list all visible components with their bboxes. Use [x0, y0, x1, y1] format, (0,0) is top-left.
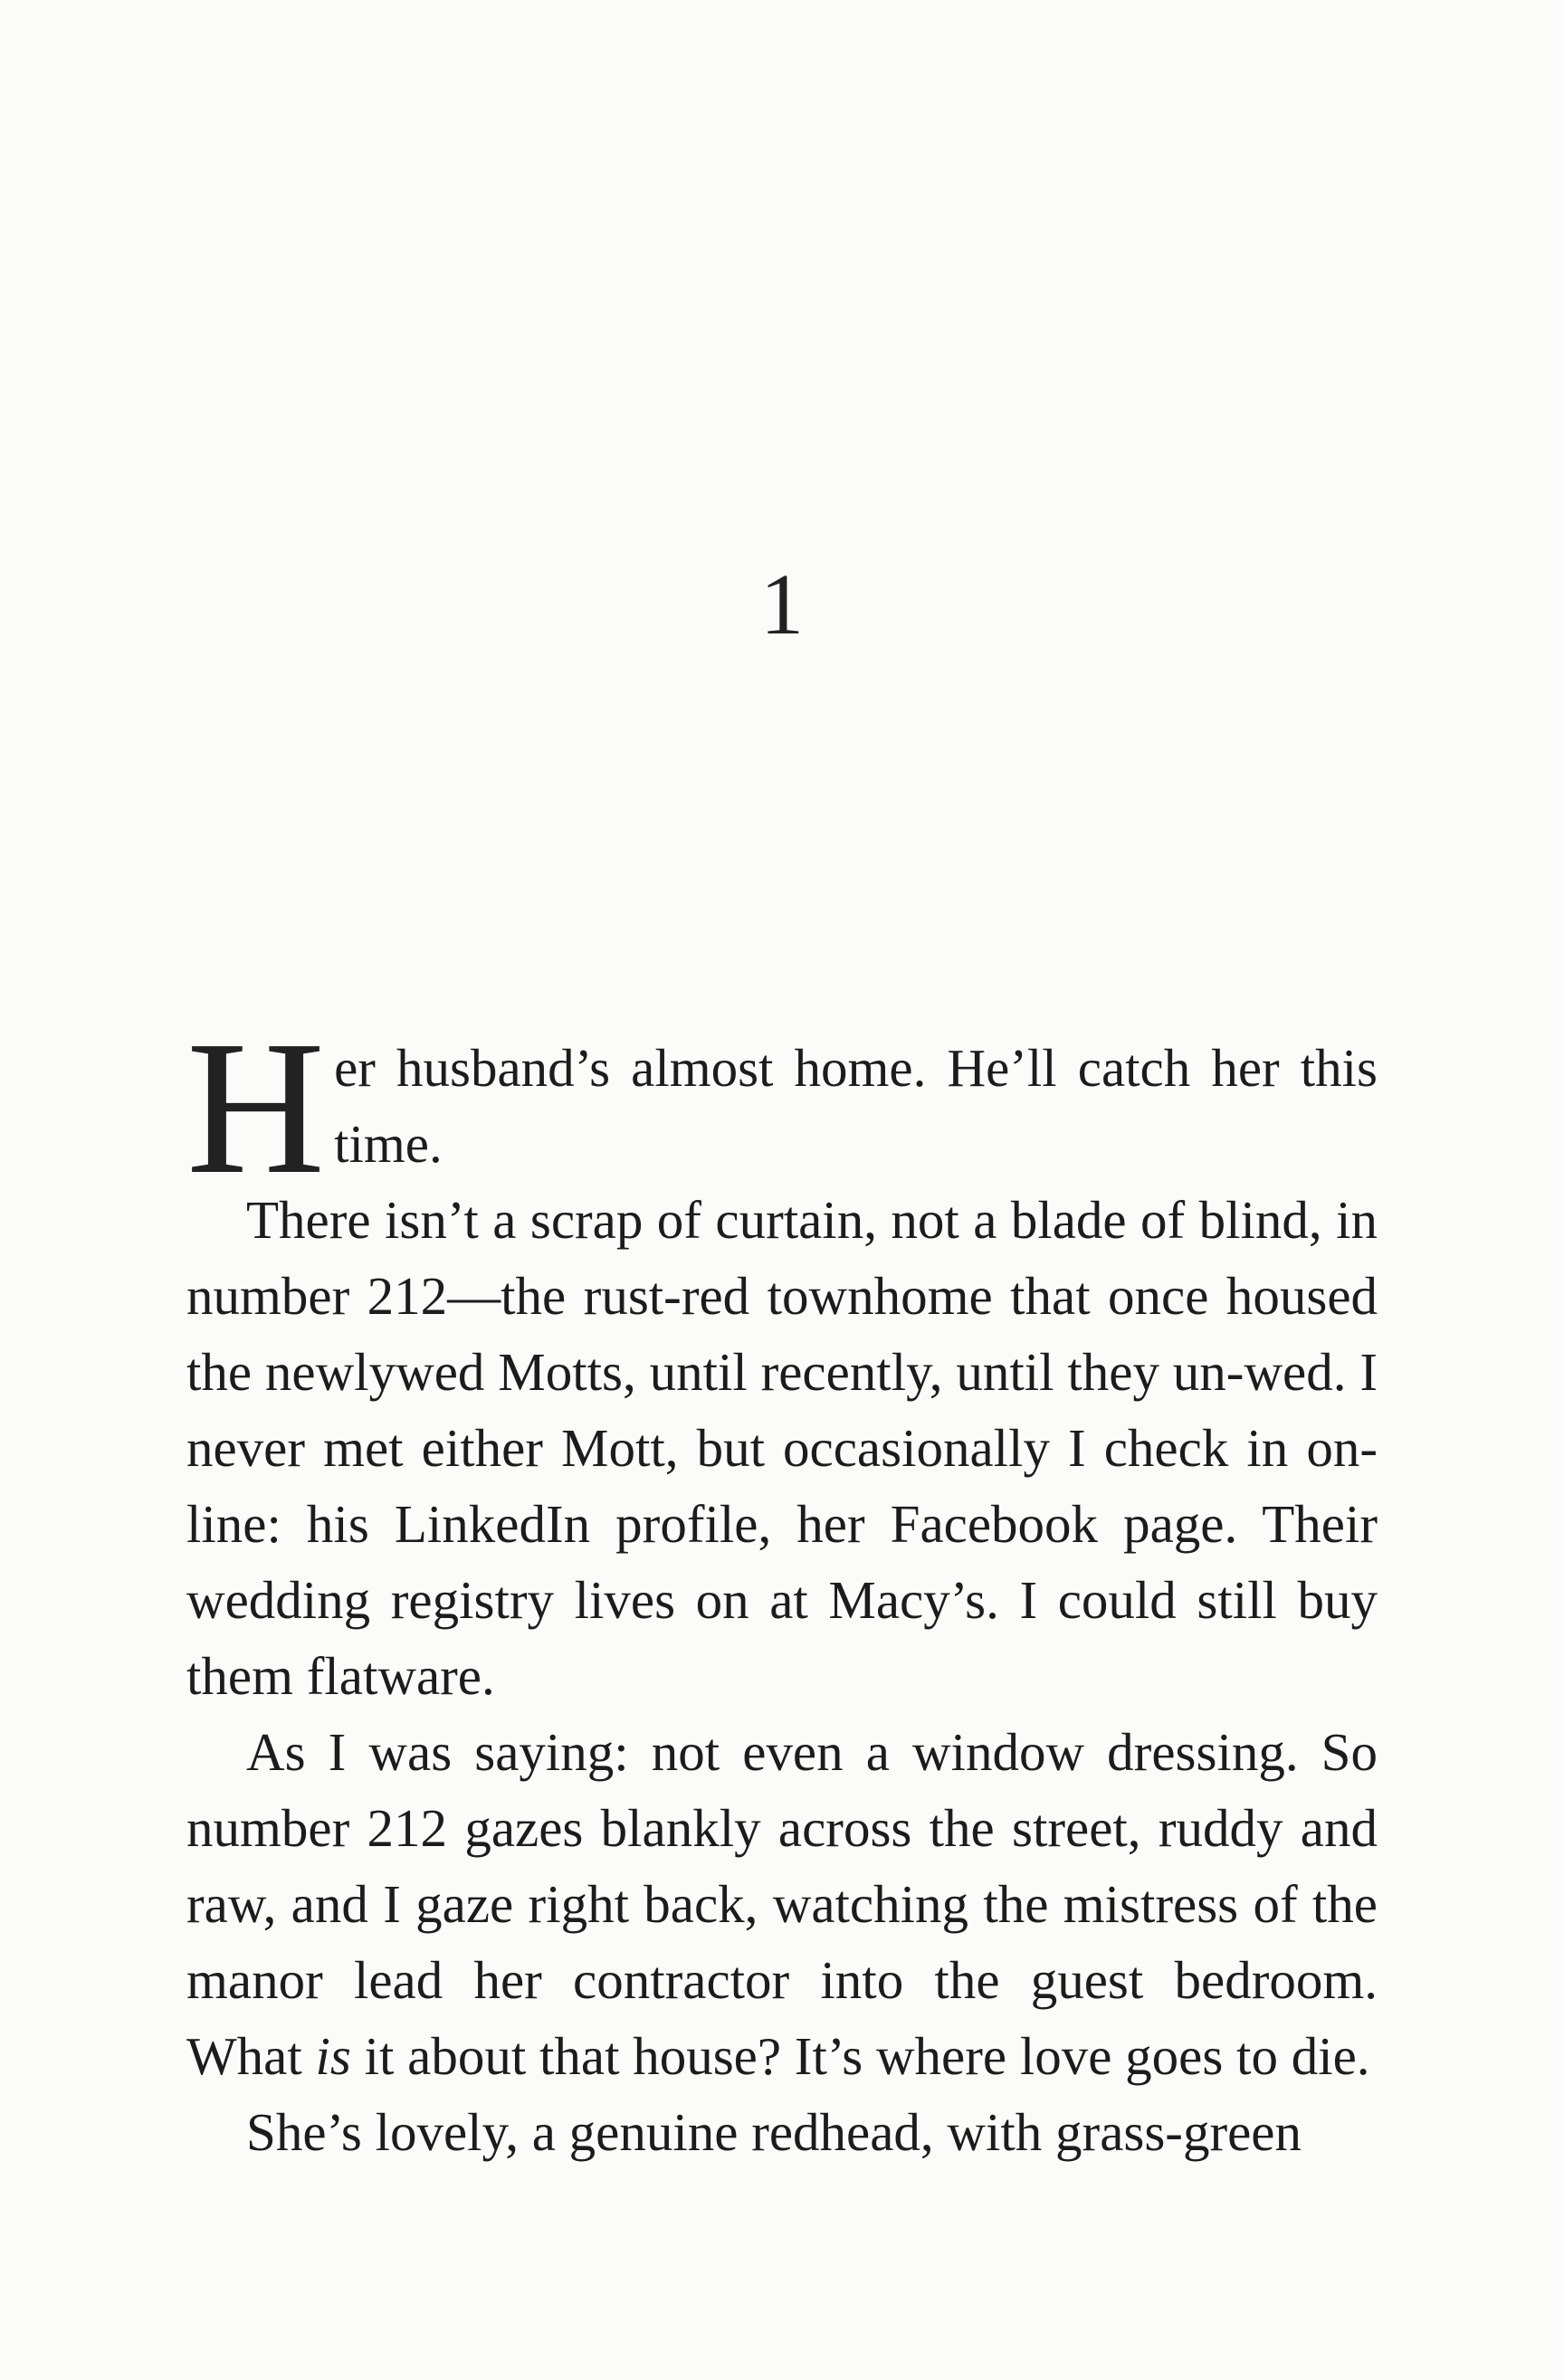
paragraph-3-continuation	[186, 2026, 1370, 2086]
body-text	[186, 1001, 1378, 2170]
paragraph-3-continuation-start: What	[186, 2026, 316, 2086]
emphasized-word: is	[315, 2026, 351, 2086]
paragraph-3-continuation-end: it about that house? It’s where love goes to die.	[350, 2026, 1370, 2086]
paragraph-3-text: As I was saying: not even a window dressing. So number 212 gazes blankly across the street, ruddy and raw, and I gaze right back, watching the mistress of the manor lead her contractor into the guest bedroom.	[186, 1722, 1378, 2010]
paragraph-2: There isn’t a scrap of curtain, not a blade of blind, in number 212—the rust-red townhome that once housed the newlywed Motts, until recently, until they un-wed. I never met either Mott, but occasionally I check in on-line: his LinkedIn profile, her Facebook page. Their wedding registry lives on at Macy’s. I could still buy them flatware.	[186, 1190, 1378, 1706]
chapter-number: 1	[760, 556, 804, 652]
paragraph-3	[186, 1714, 1378, 2094]
drop-cap: H	[186, 1001, 326, 1214]
paragraph-1-text: er husband’s almost home. He’ll catch her this time.	[334, 1038, 1378, 1174]
paragraph-4: She’s lovely, a genuine redhead, with grass-green	[246, 2102, 1302, 2162]
paragraph-1	[186, 1001, 1378, 1214]
